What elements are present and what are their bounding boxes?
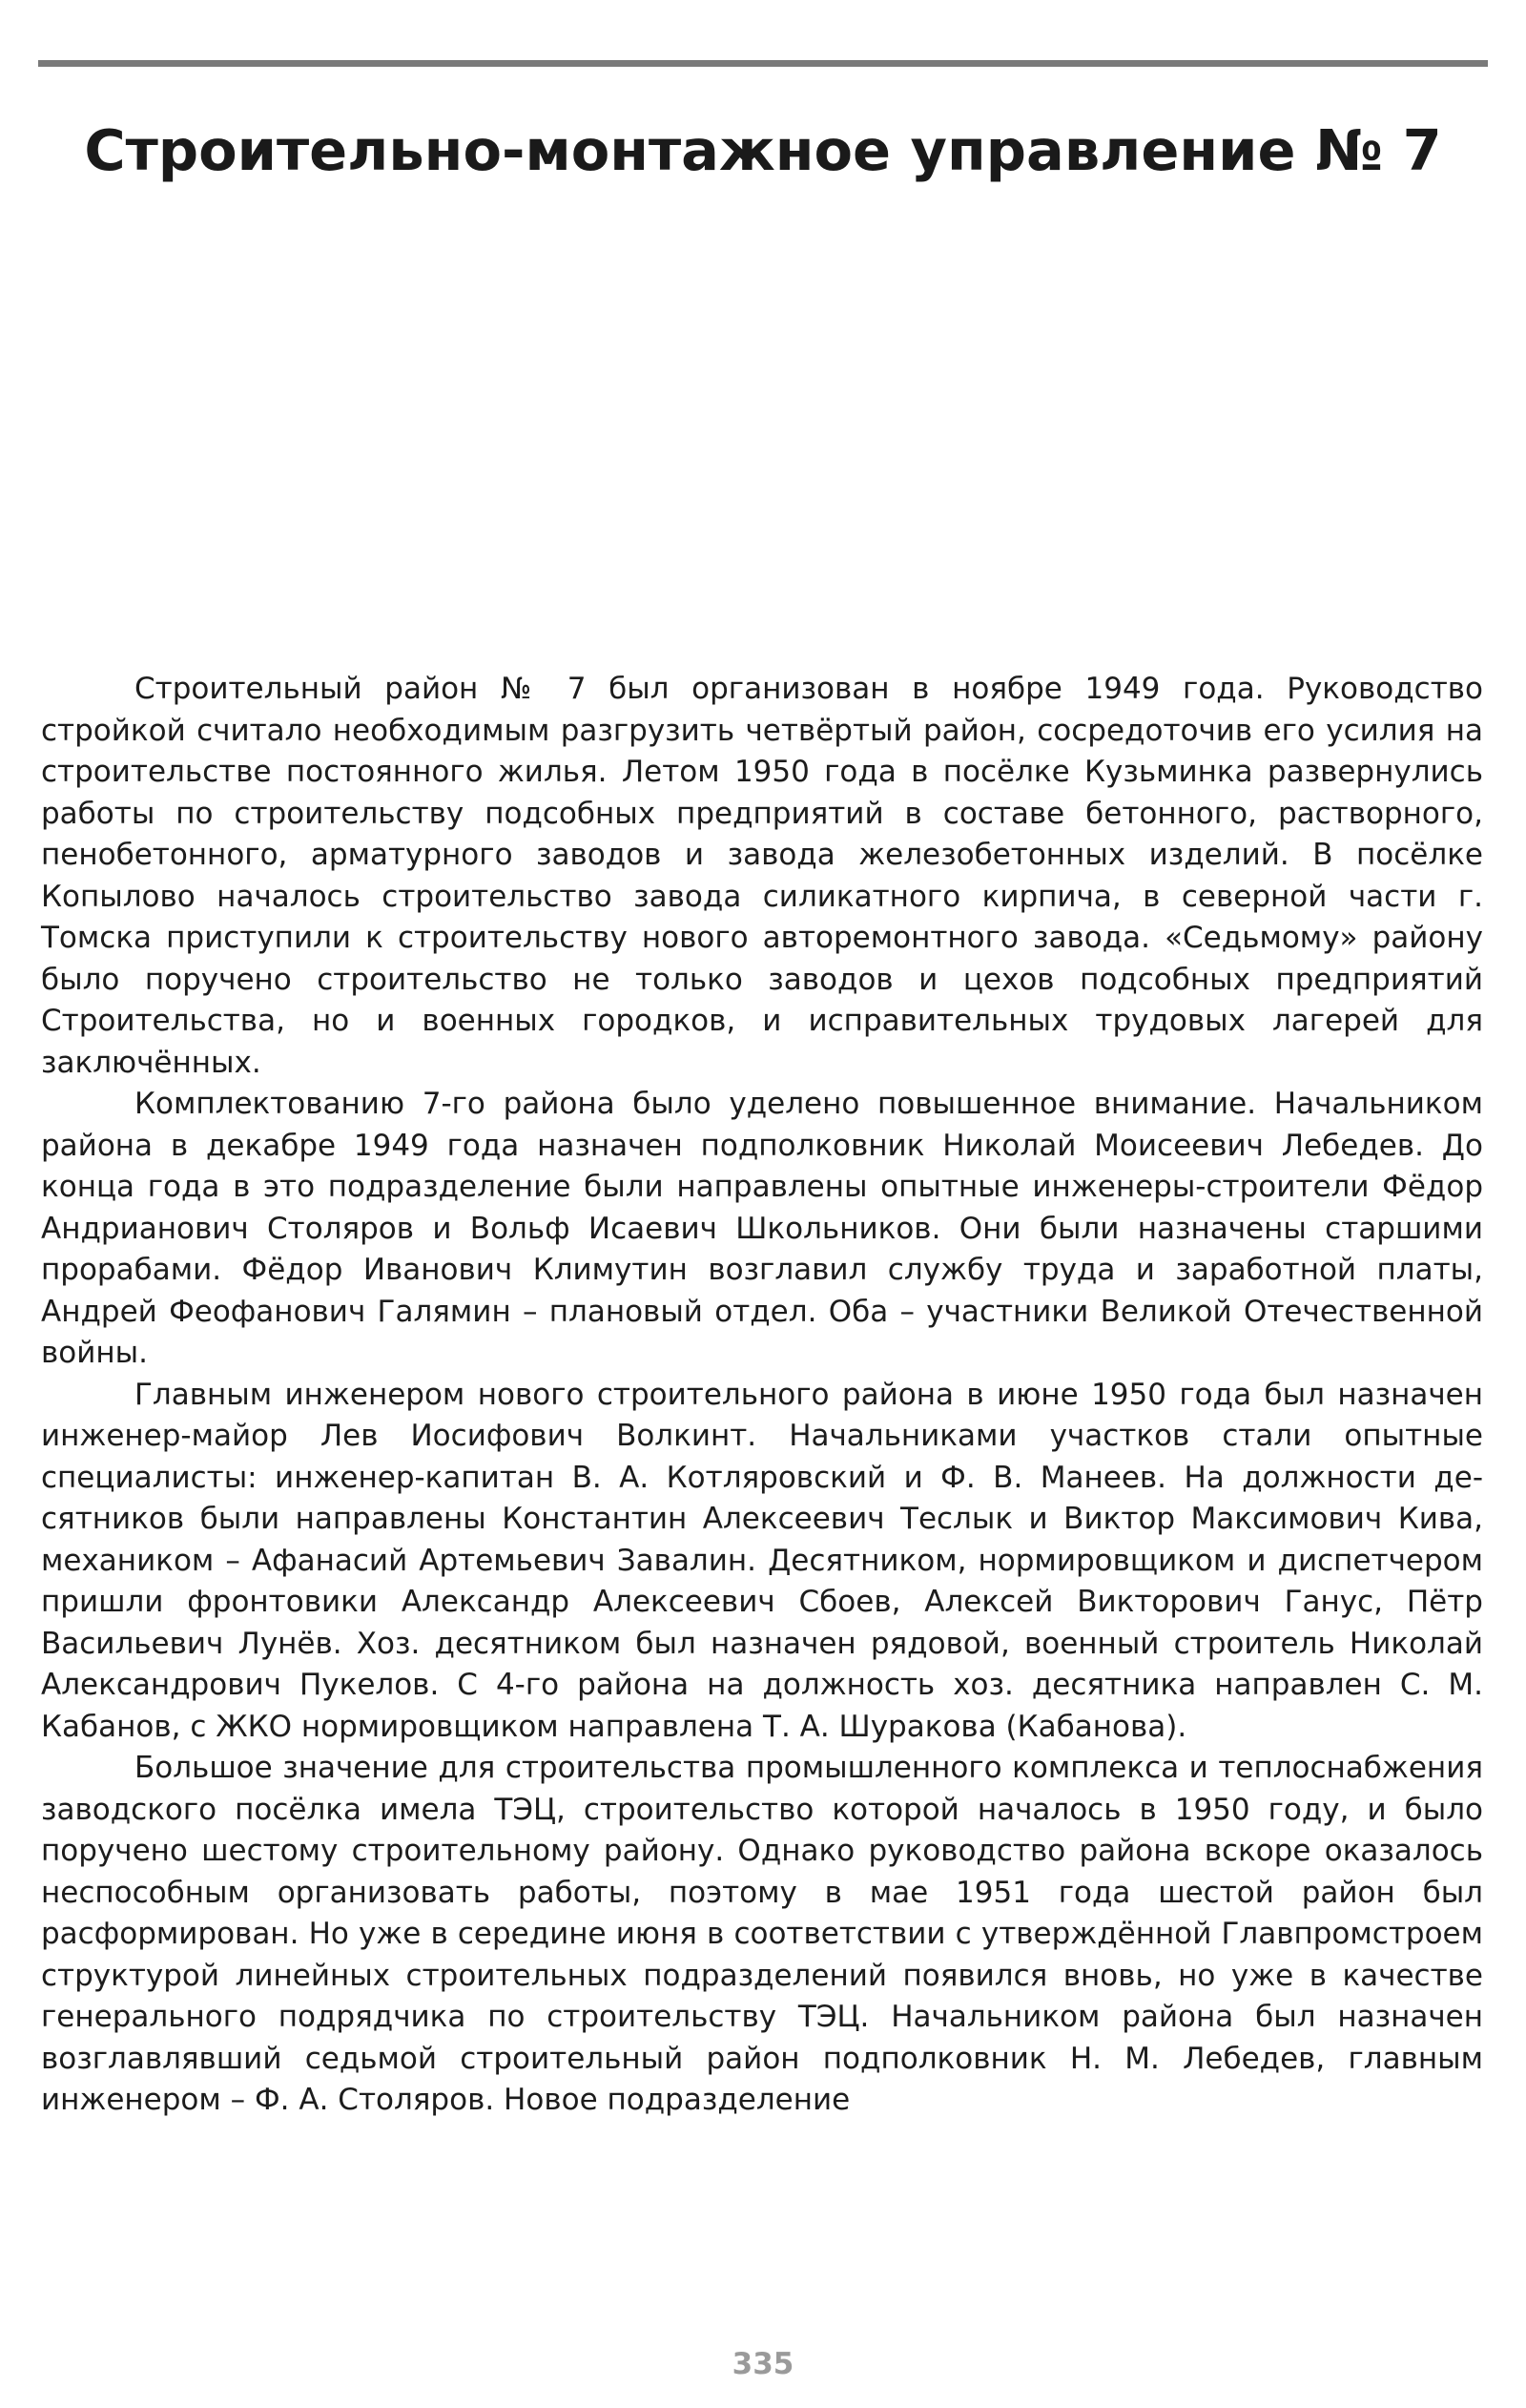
paragraph: Комплектованию 7-го района было уделено повышенное внимание. Начальником района в декабре 1949 года назначен подполковник Николай Моисеевич Лебедев. До конца года в это подразделение были направлены опытные инженеры-строители Фёдор Андрианович Столяров и Вольф Исаевич Школьников. Они были назначены старшими прорабами. Фёдор Иванович Климутин возглавил службу труда и заработной платы, Андрей Феофанович Галямин – плановый отдел. Оба – участники Великой Отечественной войны. <box>41 1087 1483 1370</box>
page-number: 335 <box>732 2347 794 2381</box>
paragraph: Главным инженером нового строительного района в июне 1950 года был назначен инженер-майор Лев Иосифович Волкинт. Начальниками участков стали опытные специалисты: инженер-капитан В. А. Котляровский и Ф. В. Манеев. На должности десятников были направлены Константин Алексеевич Теслык и Виктор Максимович Кива, механиком – Афанасий Артемьевич Завалин. Десятником, нормировщиком и диспетчером пришли фронтовики Александр Алексеевич Сбоев, Алексей Викторович Ганус, Пётр Васильевич Лунёв. Хоз. десятником был назначен рядовой, военный строитель Николай Александрович Пукелов. С 4-го района на должность хоз. десятника направлен С. М. Кабанов, с ЖКО нормировщиком направлена Т. А. Шуракова (Кабанова). <box>41 1377 1483 1744</box>
chapter-title: Строительно-монтажное управление № 7 <box>84 117 1442 183</box>
top-rule <box>38 60 1488 67</box>
paragraph: Строительный район № 7 был организован в ноябре 1949 года. Руководство стройкой считало необходимым разгрузить четвёртый район, сосредоточив его усилия на строительстве постоянного жилья. Летом 1950 года в посёлке Кузьминка развернулись работы по строительству подсобных предприятий в составе бетонного, растворного, пенобетонного, арматурного заводов и завода железобетонных изделий. В посёлке Копылово началось строительство завода силикатного кирпича, в северной части г. Томска приступили к строительству нового авторемонтного завода. «Седьмому» району было поручено строительство не только заводов и цехов подсобных предприятий Строительства, но и военных городков, и исправительных трудовых лагерей для заключённых. <box>41 672 1483 1080</box>
body-text <box>41 669 1483 2122</box>
paragraph: Большое значение для строительства промышленного комплекса и теплоснабжения заводского посёлка имела ТЭЦ, строительство которой началось в 1950 году, и было поручено шестому строительному району. Однако руководство района вскоре оказалось неспособным организовать работы, поэтому в мае 1951 года шестой район был расформирован. Но уже в середине июня в соответствии с утверждённой Главпромстроем структурой линейных строительных подразделений появился вновь, но уже в качестве генерального подрядчика по строительству ТЭЦ. Начальником района был назначен возглавлявший седьмой строительный район подполковник Н. М. Лебедев, главным инженером – Ф. А. Столяров. Новое подразделение <box>41 1751 1483 2117</box>
